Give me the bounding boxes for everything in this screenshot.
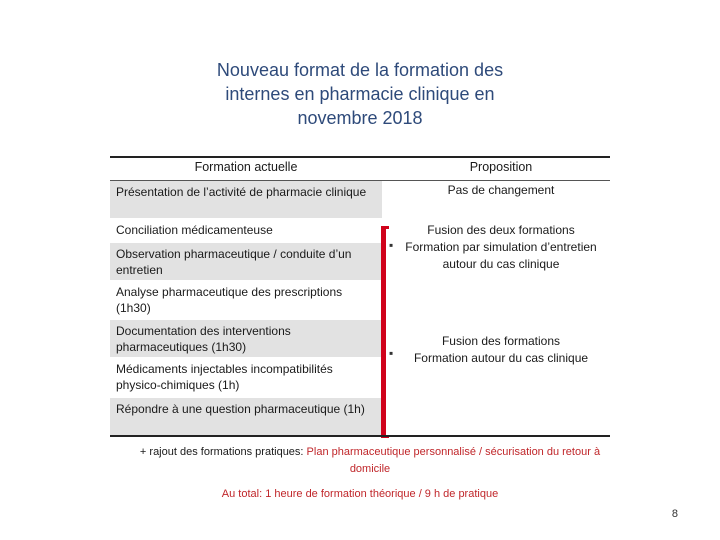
- title-line-3: novembre 2018: [297, 108, 423, 128]
- extra-training-note: [120, 444, 620, 478]
- page-number: 8: [671, 508, 678, 520]
- proposal-merge-two-title: Fusion des deux formations: [427, 223, 575, 237]
- total-summary: [110, 488, 610, 500]
- table-row: [110, 284, 382, 318]
- extra-prefix: + rajout des formations pratiques:: [139, 446, 304, 458]
- slide-title: [150, 58, 570, 130]
- header-formation-actuelle: Formation actuelle: [194, 160, 298, 174]
- row-label: Répondre à une question pharmaceutique (1h): [116, 402, 365, 416]
- table-bottom-rule: [110, 435, 610, 437]
- total-label: Au total:: [221, 488, 263, 500]
- row-label: Conciliation médicamenteuse: [116, 223, 273, 237]
- title-line-2: internes en pharmacie clinique en: [225, 84, 495, 104]
- table-row: [110, 243, 382, 280]
- table-row: [110, 222, 382, 242]
- bullet-icon: ▪: [389, 346, 394, 360]
- header-proposition: Proposition: [469, 160, 533, 174]
- table-row: [110, 181, 382, 218]
- table-row: [110, 361, 382, 395]
- proposal-merge-formations: [392, 333, 610, 367]
- row-label: Documentation des interventions pharmaceutiques (1h30): [116, 324, 291, 354]
- proposal-merge-formations-detail: Formation autour du cas clinique: [413, 351, 589, 365]
- row-label: Observation pharmaceutique / conduite d’un entretien: [116, 247, 352, 277]
- proposal-merge-two-detail: Formation par simulation d’entretien autour du cas clinique: [405, 240, 597, 271]
- proposal-no-change: Pas de changement: [447, 183, 555, 197]
- bullet-icon: ▪: [389, 238, 394, 252]
- extra-highlight: Plan pharmaceutique personnalisé / sécurisation du retour à domicile: [306, 446, 601, 475]
- merge-bracket: [381, 226, 386, 438]
- row-label: Médicaments injectables incompatibilités physico-chimiques (1h): [116, 362, 333, 392]
- row-label: Présentation de l’activité de pharmacie clinique: [116, 185, 367, 199]
- table-top-rule: [110, 156, 610, 158]
- proposal-merge-two: [392, 222, 610, 273]
- merge-bracket-cap-top: [381, 226, 389, 229]
- proposal-merge-formations-title: Fusion des formations: [441, 334, 561, 348]
- total-value: 1 heure de formation théorique / 9 h de pratique: [265, 488, 499, 500]
- row-label: Analyse pharmaceutique des prescriptions (1h30): [116, 285, 343, 315]
- table-row: [110, 320, 382, 357]
- title-line-1: Nouveau format de la formation des: [216, 60, 504, 80]
- table-row: [110, 398, 382, 435]
